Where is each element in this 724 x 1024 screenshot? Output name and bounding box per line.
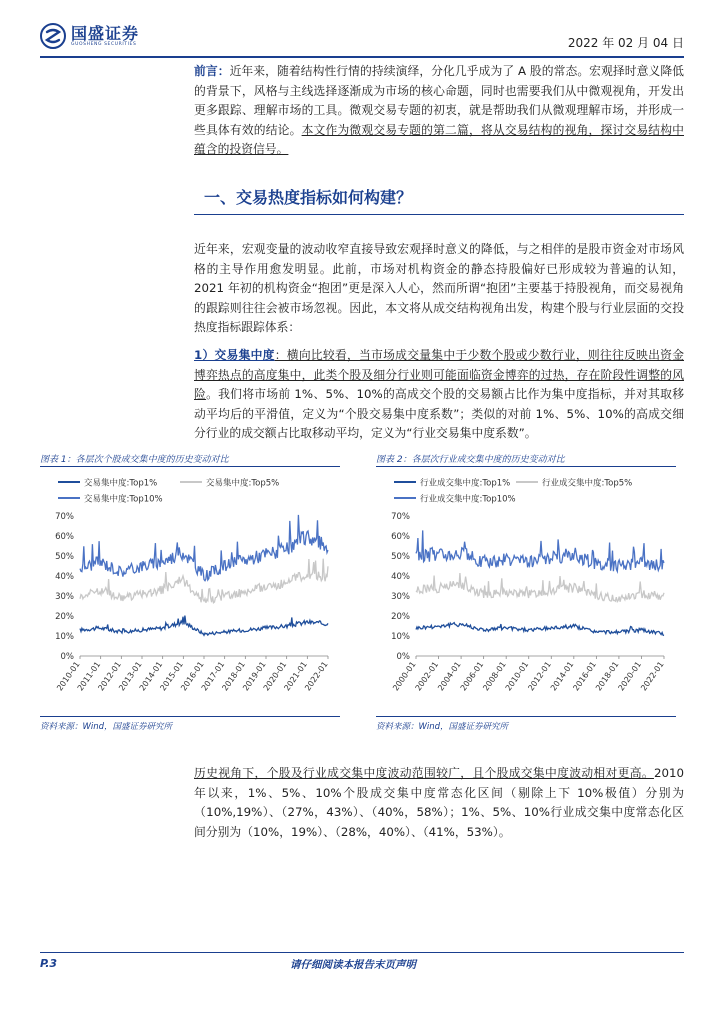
chart-2 <box>376 470 676 714</box>
preface-paragraph <box>194 62 684 160</box>
series-line-3 <box>80 515 328 581</box>
series-line-3 <box>416 530 664 571</box>
x-tick-label: 2022-01 <box>303 659 330 693</box>
series-line-1 <box>80 616 328 636</box>
body-paragraph-2 <box>194 346 684 444</box>
section-heading <box>194 177 684 217</box>
y-tick-label: 40% <box>391 572 410 582</box>
legend-label-2: 交易集中度:Top5% <box>206 478 280 489</box>
x-tick-label: 2012-01 <box>526 659 553 693</box>
x-tick-label: 2000-01 <box>391 659 418 693</box>
x-tick-label: 2019-01 <box>241 659 268 693</box>
figure-1-bottom-rule <box>40 716 340 717</box>
footer-disclaimer: 请仔细阅读本报告末页声明 <box>290 959 416 971</box>
legend-label-3: 行业成交集中度:Top10% <box>420 494 516 505</box>
section-underline <box>194 214 684 215</box>
x-tick-label: 2021-01 <box>282 659 309 693</box>
x-tick-label: 2015-01 <box>158 659 185 693</box>
para3-text: 2010 年以来，1%、5%、10%个股成交集中度常态化区间（剔除上下 10%极值）分别为（10%,19%）、（27%，43%）、（40%，58%）；1%、5%、10%行业成交集中度常态化区间分别为（10%，19%）、（28%，40%）、（41%，53%）。 <box>194 766 684 839</box>
y-tick-label: 40% <box>55 572 74 582</box>
x-tick-label: 2004-01 <box>436 659 463 693</box>
legend-label-1: 交易集中度:Top1% <box>84 478 158 489</box>
figure-2-source: 资料来源：Wind，国盛证券研究所 <box>376 722 509 732</box>
x-tick-label: 2002-01 <box>413 659 441 693</box>
page-number: P.3 <box>40 957 58 970</box>
figure-1-top-rule <box>40 466 340 467</box>
body-paragraph-1: 近年来，宏观变量的波动收窄直接导致宏观择时意义的降低，与之相伴的是股市资金对市场风格的主导作用愈发明显。此前，市场对机构资金的静态持股偏好已形成较为普遍的认知，2021 年初的机构资金“抱团”更是深入人心，然而所谓“抱团”主要基于持股视角，而交易视角的跟踪则往往会被市场忽视。因此，本文将从成交结构视角出发，构建个股与行业层面的交投热度指标跟踪体系： <box>194 242 684 335</box>
x-tick-label: 2018-01 <box>220 659 247 693</box>
footer-divider <box>40 952 684 953</box>
x-tick-label: 2016-01 <box>179 659 206 693</box>
legend-label-1: 行业成交集中度:Top1% <box>420 478 511 489</box>
x-tick-label: 2008-01 <box>481 659 508 693</box>
x-tick-label: 2014-01 <box>548 659 576 693</box>
preface-underlined: 本文作为微观交易专题的第二篇，将从交易结构的视角，探讨交易结构中蕴含的投资信号。 <box>194 122 684 157</box>
report-date: 2022 年 02 月 04 日 <box>567 36 684 50</box>
y-tick-label: 50% <box>55 552 74 562</box>
preface-lead: 前言： <box>194 64 230 78</box>
y-tick-label: 10% <box>391 632 410 642</box>
y-tick-label: 10% <box>55 632 74 642</box>
x-tick-label: 2013-01 <box>117 659 144 693</box>
chart-1 <box>40 470 340 714</box>
logo-english-name: GUOSHENG SECURITIES <box>71 41 137 47</box>
para3-underlined: 历史视角下，个股及行业成交集中度波动范围较广，且个股成交集中度波动相对更高。 <box>194 766 654 780</box>
x-tick-label: 2018-01 <box>593 659 621 693</box>
section-title: 一、交易热度指标如何构建？ <box>204 188 413 207</box>
y-tick-label: 0% <box>60 652 74 662</box>
y-tick-label: 60% <box>391 532 410 542</box>
para2-underlined: ：横向比较看，当市场成交量集中于少数个股或少数行业，则往往反映出资金博弈热点的高度集中，此类个股及细分行业则可能面临资金博弈的过热，存在阶段性调整的风险 <box>194 348 684 402</box>
figure-2 <box>376 452 676 734</box>
figure-2-title: 图表 2：各层次行业成交集中度的历史变动对比 <box>376 455 565 465</box>
series-line-1 <box>416 623 664 636</box>
x-tick-label: 2022-01 <box>639 659 666 693</box>
x-tick-label: 2012-01 <box>96 659 123 693</box>
page-header <box>0 0 724 62</box>
y-tick-label: 20% <box>391 612 410 622</box>
x-tick-label: 2010-01 <box>503 659 531 693</box>
header-divider <box>40 56 684 58</box>
figure-1-title: 图表 1：各层次个股成交集中度的历史变动对比 <box>40 455 229 465</box>
legend-label-2: 行业成交集中度:Top5% <box>542 478 633 489</box>
x-tick-label: 2020-01 <box>616 659 644 693</box>
y-tick-label: 0% <box>396 652 410 662</box>
y-tick-label: 70% <box>55 512 74 522</box>
x-tick-label: 2020-01 <box>261 659 289 693</box>
guosheng-logo-icon <box>40 23 66 49</box>
preface-text: 近年来，随着结构性行情的持续演绎，分化几乎成为了 A 股的常态。宏观择时意义降低的背景下，风格与主线选择逐渐成为市场的核心命题，同时也需要我们从中微观视角，开发出更多跟踪、理解市场的工具。微观交易专题的初衷，就是帮助我们从微观理解市场，并形成一些具体有效的结论。 <box>194 64 684 137</box>
company-logo <box>40 22 139 50</box>
series-line-2 <box>416 573 664 602</box>
x-tick-label: 2010-01 <box>55 659 82 693</box>
series-line-2 <box>80 559 328 603</box>
legend-label-3: 交易集中度:Top10% <box>84 494 163 505</box>
y-tick-label: 50% <box>391 552 410 562</box>
body-paragraph-3 <box>194 764 684 842</box>
logo-chinese-name: 国盛证券 <box>71 23 140 43</box>
x-tick-label: 2006-01 <box>458 659 486 693</box>
y-tick-label: 30% <box>55 592 74 602</box>
x-tick-label: 2014-01 <box>137 659 165 693</box>
y-tick-label: 60% <box>55 532 74 542</box>
x-tick-label: 2017-01 <box>199 659 227 693</box>
x-tick-label: 2011-01 <box>75 659 103 693</box>
para2-text: 。我们将市场前 1%、5%、10%的高成交个股的交易额占比作为集中度指标，并对其取移动平均后的平滑值，定义为“个股交易集中度系数”；类似的对前 1%、5%、10%的高成交细分行业的成交额占比取移动平均，定义为“行业交易集中度系数”。 <box>194 387 684 441</box>
y-tick-label: 20% <box>55 612 74 622</box>
y-tick-label: 70% <box>391 512 410 522</box>
y-tick-label: 30% <box>391 592 410 602</box>
para2-bold-label: 1）交易集中度 <box>194 348 275 362</box>
figure-1 <box>40 452 340 734</box>
figure-2-bottom-rule <box>376 716 676 717</box>
figure-2-top-rule <box>376 466 676 467</box>
x-tick-label: 2016-01 <box>571 659 599 693</box>
figure-1-source: 资料来源：Wind，国盛证券研究所 <box>40 722 173 732</box>
